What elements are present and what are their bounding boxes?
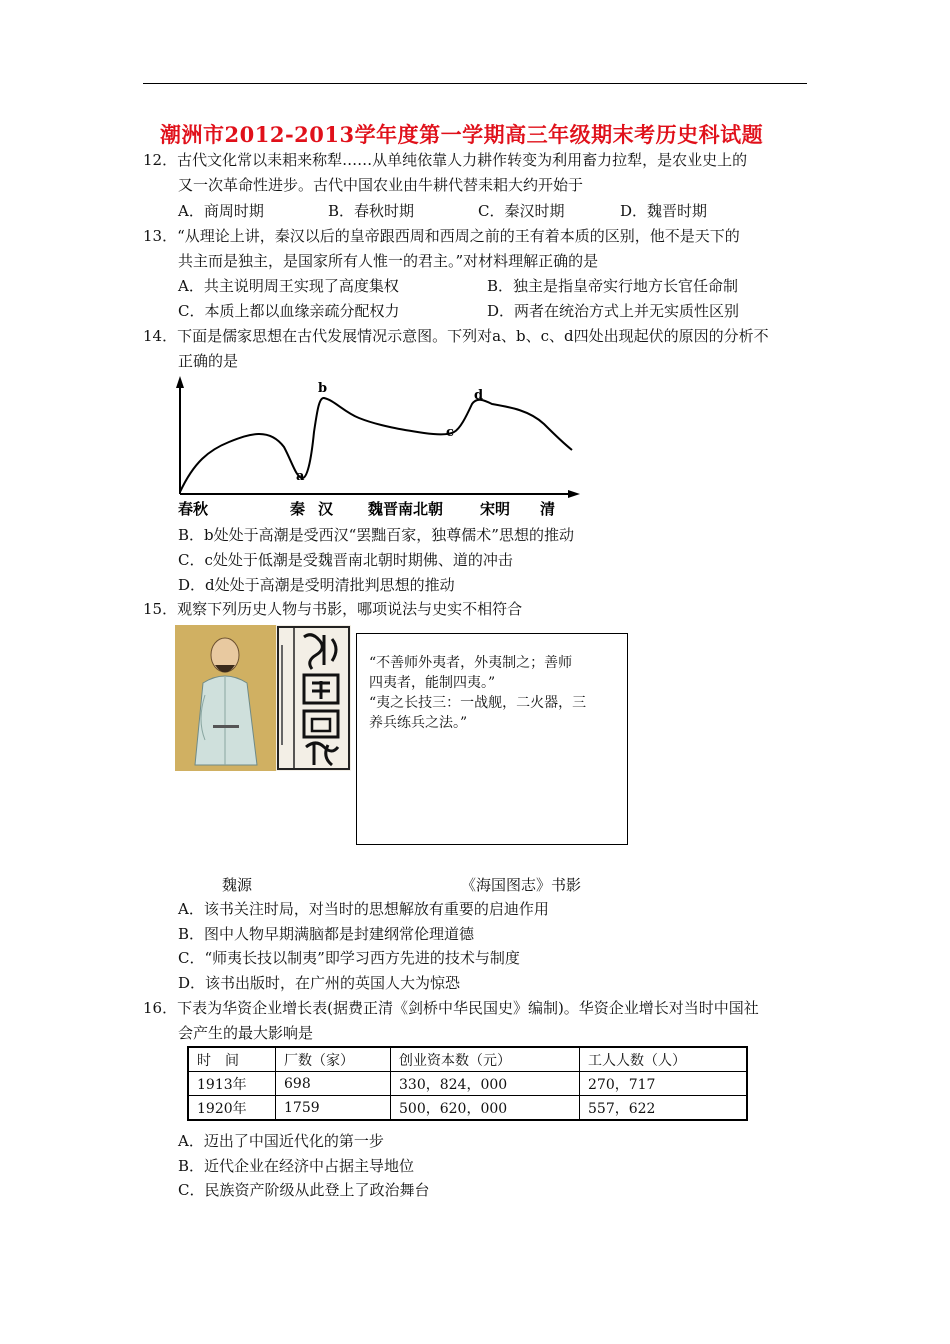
table-cell: 698: [276, 1072, 391, 1096]
q12-option-a: A．商周时期: [178, 202, 264, 220]
q15-option-d: D．该书出版时，在广州的英国人大为惊恐: [178, 974, 461, 992]
quote-line-4: 养兵练兵之法。”: [369, 715, 468, 731]
q16-stem-line2: 会产生的最大影响是: [178, 1024, 314, 1042]
q12-stem-line1: 12．古代文化常以耒耜来称犁……从单纯依靠人力耕作转变为利用畜力拉犁，是农业史上的: [143, 151, 748, 169]
table-header-row: [188, 1047, 747, 1072]
point-label-b: b: [318, 381, 328, 396]
point-label-d: d: [474, 388, 484, 403]
axis-label-qing: 清: [540, 500, 556, 518]
q13-option-a: A．共主说明周王实现了高度集权: [178, 277, 399, 295]
table-header-cell: 创业资本数（元）: [391, 1047, 580, 1072]
q14-option-b: B．b处处于高潮是受西汉“罢黜百家，独尊儒术”思想的推动: [178, 526, 574, 544]
axis-label-songming: 宋明: [480, 500, 511, 518]
quote-box: [356, 633, 628, 845]
table-row: [188, 1096, 747, 1121]
table-cell: 557，622: [580, 1096, 748, 1121]
axis-label-qin: 秦: [290, 500, 306, 518]
confucianism-development-diagram: [174, 372, 584, 520]
point-label-c: c: [446, 425, 454, 440]
point-label-a: a: [296, 469, 305, 484]
q14-option-c: C．c处处于低潮是受魏晋南北朝时期佛、道的冲击: [178, 551, 513, 569]
q14-stem-line1: 14．下面是儒家思想在古代发展情况示意图。下列对a、b、c、d四处出现起伏的原因的分析不: [143, 327, 769, 345]
q15-option-c: C．“师夷长技以制夷”即学习西方先进的技术与制度: [178, 949, 520, 967]
enterprise-growth-table: [187, 1046, 748, 1121]
y-axis-arrow: [176, 376, 184, 388]
q13-option-b: B．独主是指皇帝实行地方长官任命制: [487, 277, 739, 295]
q12-option-c: C．秦汉时期: [478, 202, 565, 220]
quote-line-2: 四夷者，能制四夷。”: [369, 675, 496, 691]
q16-stem-line1: 16．下表为华资企业增长表(据费正清《剑桥中华民国史》编制)。华资企业增长对当时中国社: [143, 999, 759, 1017]
caption-book: 《海国图志》书影: [461, 876, 582, 894]
exam-title: 潮洲市2012-2013学年度第一学期高三年级期末考历史科试题: [160, 122, 764, 147]
q16-option-b: B．近代企业在经济中占据主导地位: [178, 1157, 415, 1175]
wei-yuan-portrait: [175, 625, 278, 771]
table-cell: 1920年: [188, 1096, 276, 1121]
q13-stem-line2: 共主而是独主，是国家所有人惟一的君主。”对材料理解正确的是: [178, 252, 599, 270]
q15-stem: 15．观察下列历史人物与书影，哪项说法与史实不相符合: [143, 600, 523, 618]
q12-stem-line2: 又一次革命性进步。古代中国农业由牛耕代替耒耜大约开始于: [178, 176, 584, 194]
table-cell: 1759: [276, 1096, 391, 1121]
q16-option-c: C．民族资产阶级从此登上了政治舞台: [178, 1181, 430, 1199]
q12-option-d: D．魏晋时期: [620, 202, 708, 220]
table-header-cell: 工人人数（人）: [580, 1047, 748, 1072]
table-header-cell: 时 间: [188, 1047, 276, 1072]
quote-line-3: “夷之长技三：一战舰，二火器，三: [369, 695, 587, 711]
haiguo-tuzhi-book-image: [276, 625, 351, 771]
table-cell: 270，717: [580, 1072, 748, 1096]
q13-stem-line1: 13．“从理论上讲，秦汉以后的皇帝跟西周和西周之前的王有着本质的区别，他不是天下的: [143, 227, 740, 245]
q13-option-d: D．两者在统治方式上并无实质性区别: [487, 302, 740, 320]
trend-curve: [180, 398, 572, 492]
x-axis-arrow: [568, 490, 580, 498]
table-cell: 500，620，000: [391, 1096, 580, 1121]
table-cell: 330，824，000: [391, 1072, 580, 1096]
q14-option-d: D．d处处于高潮是受明清批判思想的推动: [178, 576, 455, 594]
axis-label-han: 汉: [318, 500, 334, 518]
q15-option-a: A．该书关注时局，对当时的思想解放有重要的启迪作用: [178, 900, 549, 918]
q16-option-a: A．迈出了中国近代化的第一步: [178, 1132, 384, 1150]
q13-option-c: C．本质上都以血缘亲疏分配权力: [178, 302, 400, 320]
q14-stem-line2: 正确的是: [178, 352, 239, 370]
table-row: [188, 1072, 747, 1096]
q15-option-b: B．图中人物早期满脑都是封建纲常伦理道德: [178, 925, 475, 943]
top-rule: [143, 83, 807, 84]
axis-label-chunqiu: 春秋: [178, 500, 209, 518]
axis-label-weijin: 魏晋南北朝: [368, 500, 444, 518]
table-cell: 1913年: [188, 1072, 276, 1096]
quote-line-1: “不善师外夷者，外夷制之；善师: [369, 655, 573, 671]
caption-wei-yuan: 魏源: [222, 876, 253, 894]
q12-option-b: B．春秋时期: [328, 202, 415, 220]
table-header-cell: 厂数（家）: [276, 1047, 391, 1072]
